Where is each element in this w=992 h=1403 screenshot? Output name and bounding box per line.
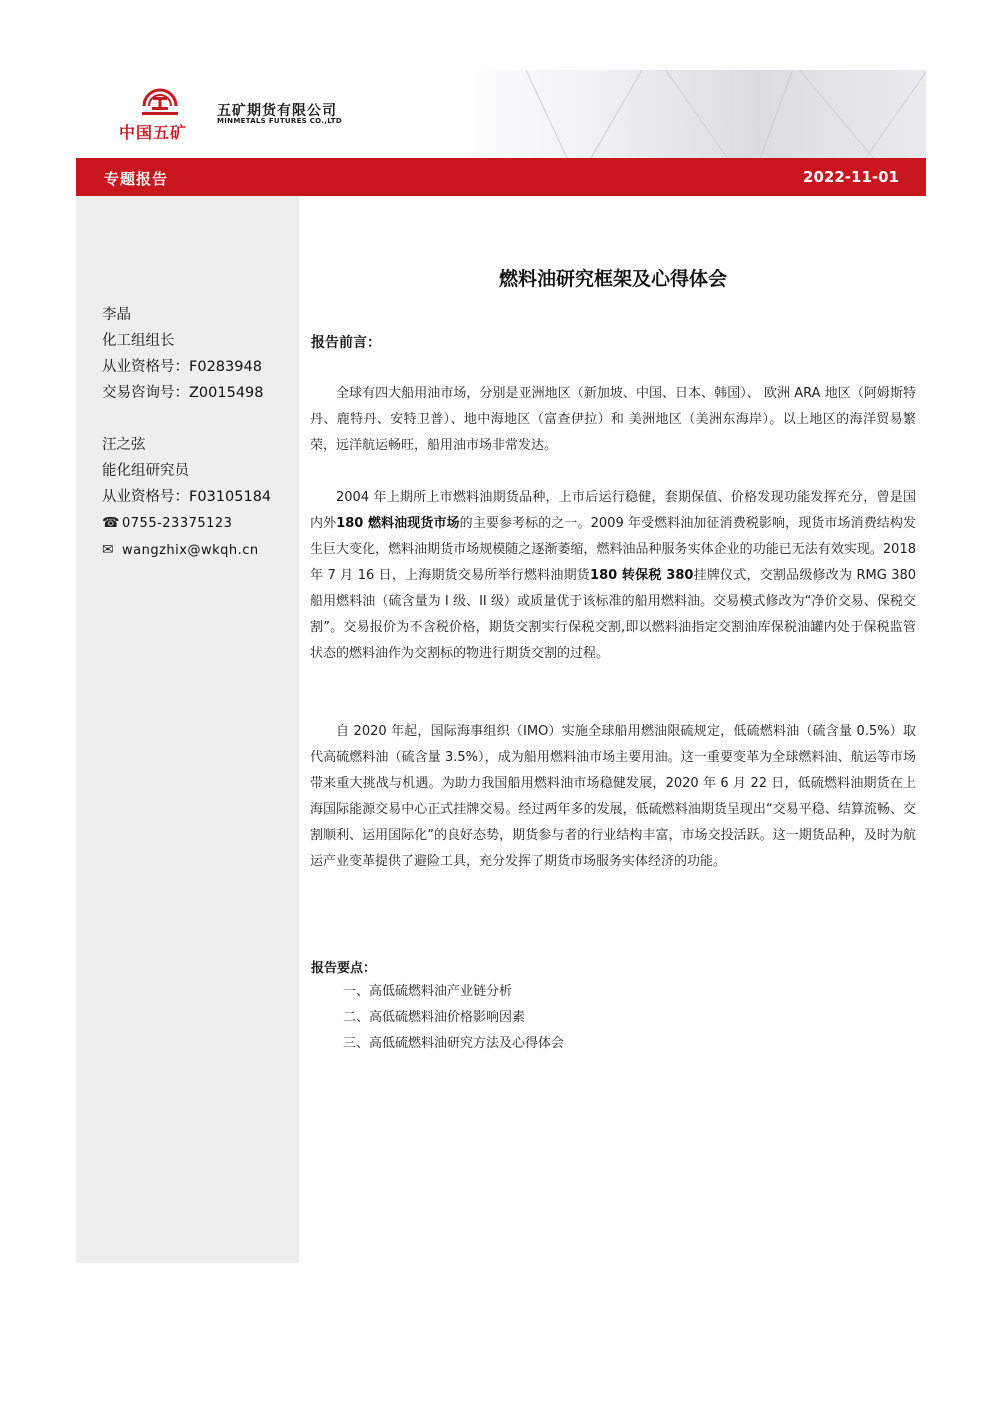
section-bar <box>76 158 926 196</box>
paragraph-1: 全球有四大船用油市场，分别是亚洲地区（新加坡、中国、日本、韩国）、 欧洲 ARA 地区（阿姆斯特丹、鹿特丹、安特卫普）、地中海地区（富查伊拉）和 美洲地区（美洲东海岸）。以上地区的海洋贸易繁荣，远洋航运畅旺，船用油市场非常发达。 <box>310 386 916 453</box>
p2-text-c: 挂牌仪式，交割品级修改为 RMG 380 船用燃料油（硫含量为 I 级、II 级）或质量优于该标准的船用燃料油。交易模式修改为“净价交易、保税交割”。交易报价为不含税价格，期货交割实行保税交割,即以燃料油指定交割油库保税油罐内处于保税监管状态的燃料油作为交割标的物进行期货交割的过程。 <box>310 568 917 661</box>
banner-decor-line <box>865 70 926 158</box>
p2-text-a: 2004 年上期所上市燃料油期货品种，上市后运行稳健，套期保值、价格发现功能发挥充分，曾是国内外 <box>310 490 916 531</box>
author-email[interactable]: wangzhix@wkqh.cn <box>122 543 259 558</box>
envelope-icon: ✉ <box>102 542 114 558</box>
list-item: 三、高低硫燃料油研究方法及心得体会 <box>343 1036 565 1051</box>
author-role: 能化组研究员 <box>102 463 189 479</box>
author-qualification: 从业资格号：F0283948 <box>102 359 262 375</box>
section-label: 专题报告 <box>104 170 169 188</box>
banner-decor-line <box>591 70 643 158</box>
telephone-icon: ☎ <box>102 515 120 531</box>
list-item: 二、高低硫燃料油价格影响因素 <box>343 1010 526 1025</box>
banner-decor-line <box>799 70 874 158</box>
paragraph-2 <box>310 485 916 667</box>
author-card <box>102 302 264 406</box>
author-role: 化工组组长 <box>102 333 175 349</box>
p2-text-b: 的主要参考标的之一。2009 年受燃料油加征消费税影响，现货市场消费结构发生巨大变化，燃料油期货市场规模随之逐渐萎缩，燃料油品种服务实体企业的功能已无法有效实现。2018 年 7 月 16 日，上海期货交易所举行燃料油期货 <box>310 516 916 583</box>
p2-bold-a: 180 燃料油现货市场 <box>336 516 460 531</box>
author-name: 汪之弦 <box>102 437 146 453</box>
list-item: 一、高低硫燃料油产业链分析 <box>343 984 513 999</box>
author-card <box>102 432 271 564</box>
points-heading: 报告要点： <box>311 961 377 976</box>
header-banner <box>76 70 926 158</box>
author-name: 李晶 <box>102 307 131 323</box>
banner-decor-line <box>525 70 567 158</box>
author-qualification: 从业资格号：F03105184 <box>102 489 272 505</box>
key-points-list <box>343 979 564 1057</box>
banner-decor-line <box>760 70 793 158</box>
paragraph-3: 自 2020 年起，国际海事组织（IMO）实施全球船用燃油限硫规定，低硫燃料油（硫含量 0.5%）取代高硫燃料油（硫含量 3.5%），成为船用燃料油市场主要用油。这一重要变革为全球燃料油、航运等市场带来重大挑战与机遇。为助力我国船用燃料油市场稳健发展，2020 年 6 月 22 日，低硫燃料油期货在上海国际能源交易中心正式挂牌交易。经过两年多的发展，低硫燃料油期货呈现出“交易平稳、结算流畅、交割顺利、运用国际化”的良好态势，期货参与者的行业结构丰富，市场交投活跃。这一期货品种，及时为航运产业变革提供了避险工具，充分发挥了期货市场服务实体经济的功能。 <box>310 724 916 869</box>
author-consulting-number: 交易咨询号：Z0015498 <box>102 385 264 401</box>
author-phone: 0755-23375123 <box>122 516 233 531</box>
company-name-en: MINMETALS FUTURES CO.,LTD <box>217 117 342 125</box>
minmetals-logo-icon <box>140 84 180 118</box>
banner-decor-line <box>665 70 728 158</box>
report-date: 2022-11-01 <box>803 168 899 186</box>
report-title: 燃料油研究框架及心得体会 <box>498 268 727 290</box>
author-email-row[interactable] <box>102 537 271 564</box>
logo-text: 中国五矿 <box>119 123 188 142</box>
company-name: 五矿期货有限公司 <box>217 103 337 119</box>
p2-bold-b: 180 转保税 380 <box>590 568 694 583</box>
author-phone-row <box>102 510 271 537</box>
preface-heading: 报告前言： <box>311 335 381 351</box>
